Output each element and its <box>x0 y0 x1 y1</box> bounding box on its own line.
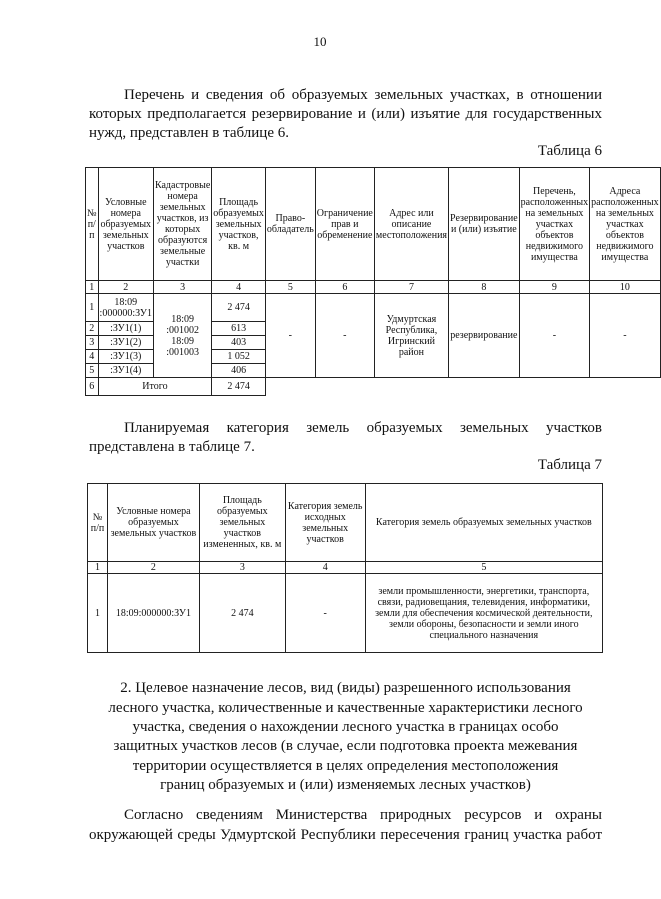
t6-empty <box>374 378 448 396</box>
t6-row-num: 1 <box>86 294 99 322</box>
table-row <box>88 574 603 653</box>
t6-cad-line: 18:09 <box>171 335 194 347</box>
section2-line-3: участка, сведения о нахождении лесного участка в границах особо <box>132 719 559 735</box>
t6-colnum: 5 <box>265 281 315 294</box>
t6-addr-merged: Удмуртская Республика, Игринский район <box>374 294 448 378</box>
t6-row-num: 2 <box>86 322 99 336</box>
t6-colnum: 10 <box>590 281 660 294</box>
t7-h-cond: Условные номера образуемых земельных участков <box>107 484 199 562</box>
table-6 <box>85 167 661 396</box>
t6-row-num: 5 <box>86 364 99 378</box>
t6-objaddr-merged: - <box>590 294 660 378</box>
t6-restr-merged: - <box>315 294 374 378</box>
t7-row-cat-src: - <box>285 574 365 653</box>
t7-row-cat-new: земли промышленности, энергетики, транспорта, связи, радиовещания, телевидения, информатики, земли для обеспечения космической деятельности, земли обороны, безопасности и земли иного специального назначения <box>365 574 602 653</box>
t6-colnum: 8 <box>449 281 520 294</box>
intro-line-3: нужд, представлен в таблице 6. <box>89 125 289 141</box>
t7-colnum: 4 <box>285 562 365 574</box>
final-line-2: окружающей среды Удмуртской Республики пересечения границ участка работ <box>89 827 602 843</box>
t6-row-num: 4 <box>86 350 99 364</box>
t7-h-num: № п/п <box>88 484 108 562</box>
t6-h-objaddr: Адреса расположенных на земельных участках объектов недвижимого имущества <box>590 168 660 281</box>
t6-empty <box>315 378 374 396</box>
page-number: 10 <box>313 34 327 49</box>
t6-h-cad: Кадастровые номера земельных участков, из которых образуются земельные участки <box>153 168 211 281</box>
table6-header-row <box>86 168 661 281</box>
section2-line-6: границ образуемых и (или) изменяемых лесных участков) <box>160 777 531 793</box>
t6-h-restr: Ограничение прав и обременение <box>315 168 374 281</box>
t6-colnum: 1 <box>86 281 99 294</box>
t6-row-area: 403 <box>212 336 266 350</box>
t6-row-num: 3 <box>86 336 99 350</box>
t6-colnum: 7 <box>374 281 448 294</box>
t6-empty <box>590 378 660 396</box>
t7-row-cond: 18:09:000000:ЗУ1 <box>107 574 199 653</box>
t6-row-cond: :ЗУ1(3) <box>98 350 153 364</box>
t6-row-cond: :ЗУ1(4) <box>98 364 153 378</box>
t7-row-area: 2 474 <box>199 574 285 653</box>
t6-total-label: Итого <box>98 378 212 396</box>
t6-colnum: 2 <box>98 281 153 294</box>
t6-colnum: 3 <box>153 281 211 294</box>
t6-reserv-merged: резервирование <box>449 294 520 378</box>
t6-row-area: 613 <box>212 322 266 336</box>
t6-empty <box>519 378 589 396</box>
t7-h-cat-src: Категория земель исходных земельных участков <box>285 484 365 562</box>
middle-line-2: представлена в таблице 7. <box>89 439 255 455</box>
t6-h-addr: Адрес или описание местоположения <box>374 168 448 281</box>
t6-colnum: 9 <box>519 281 589 294</box>
t6-cad-line: 18:09 <box>171 313 194 325</box>
t6-owner-merged: - <box>265 294 315 378</box>
table6-caption: Таблица 6 <box>537 143 602 159</box>
t6-cad-line: :001003 <box>166 346 199 358</box>
intro-line-1: Перечень и сведения об образуемых земельных участках, в отношении <box>124 87 602 103</box>
t6-h-area: Площадь образуемых земельных участков, кв. м <box>212 168 266 281</box>
t6-colnum: 4 <box>212 281 266 294</box>
table7-header-row <box>88 484 603 562</box>
t7-colnum: 2 <box>107 562 199 574</box>
t6-total-area: 2 474 <box>212 378 266 396</box>
t6-colnum: 6 <box>315 281 374 294</box>
middle-line-1: Планируемая категория земель образуемых земельных участков <box>124 420 602 436</box>
t6-row-area: 2 474 <box>212 294 266 322</box>
table7-caption: Таблица 7 <box>537 457 602 473</box>
table6-total-row <box>86 378 661 396</box>
t7-h-cat-new: Категория земель образуемых земельных участков <box>365 484 602 562</box>
t7-colnum: 1 <box>88 562 108 574</box>
t6-h-num: № п/п <box>86 168 99 281</box>
t6-cad-line: :001002 <box>166 324 199 336</box>
section2-line-5: территории осуществляется в целях определения местоположения <box>132 758 559 774</box>
t7-row-num: 1 <box>88 574 108 653</box>
t6-row-area: 406 <box>212 364 266 378</box>
table7-colnum-row <box>88 562 603 574</box>
table-row <box>86 294 661 322</box>
t7-colnum: 5 <box>365 562 602 574</box>
t6-cad-merged <box>153 294 211 378</box>
t6-row-cond: :ЗУ1(1) <box>98 322 153 336</box>
t6-objlist-merged: - <box>519 294 589 378</box>
table6-colnum-row <box>86 281 661 294</box>
t6-h-reserv: Резервирование и (или) изъятие <box>449 168 520 281</box>
t6-row-area: 1 052 <box>212 350 266 364</box>
t6-row-cond: :ЗУ1(2) <box>98 336 153 350</box>
t7-h-area: Площадь образуемых земельных участков измененных, кв. м <box>199 484 285 562</box>
t7-colnum: 3 <box>199 562 285 574</box>
t6-empty <box>265 378 315 396</box>
t6-h-objlist: Перечень, расположенных на земельных участках объектов недвижимого имущества <box>519 168 589 281</box>
t6-h-owner: Право-обладатель <box>265 168 315 281</box>
table-7 <box>87 483 603 653</box>
section2-line-2: лесного участка, количественные и качественные характеристики лесного <box>108 700 583 716</box>
intro-line-2: которых предполагается резервирование и (или) изъятие для государственных <box>89 106 602 122</box>
final-line-1: Согласно сведениям Министерства природных ресурсов и охраны <box>124 807 602 823</box>
t6-row-cond: 18:09 :000000:ЗУ1 <box>98 294 153 322</box>
section2-line-1: 2. Целевое назначение лесов, вид (виды) разрешенного использования <box>120 680 571 696</box>
t6-total-num: 6 <box>86 378 99 396</box>
t6-h-cond: Условные номера образуемых земельных участков <box>98 168 153 281</box>
section2-line-4: защитных участков лесов (в случае, если подготовка проекта межевания <box>113 738 578 754</box>
t6-empty <box>449 378 520 396</box>
